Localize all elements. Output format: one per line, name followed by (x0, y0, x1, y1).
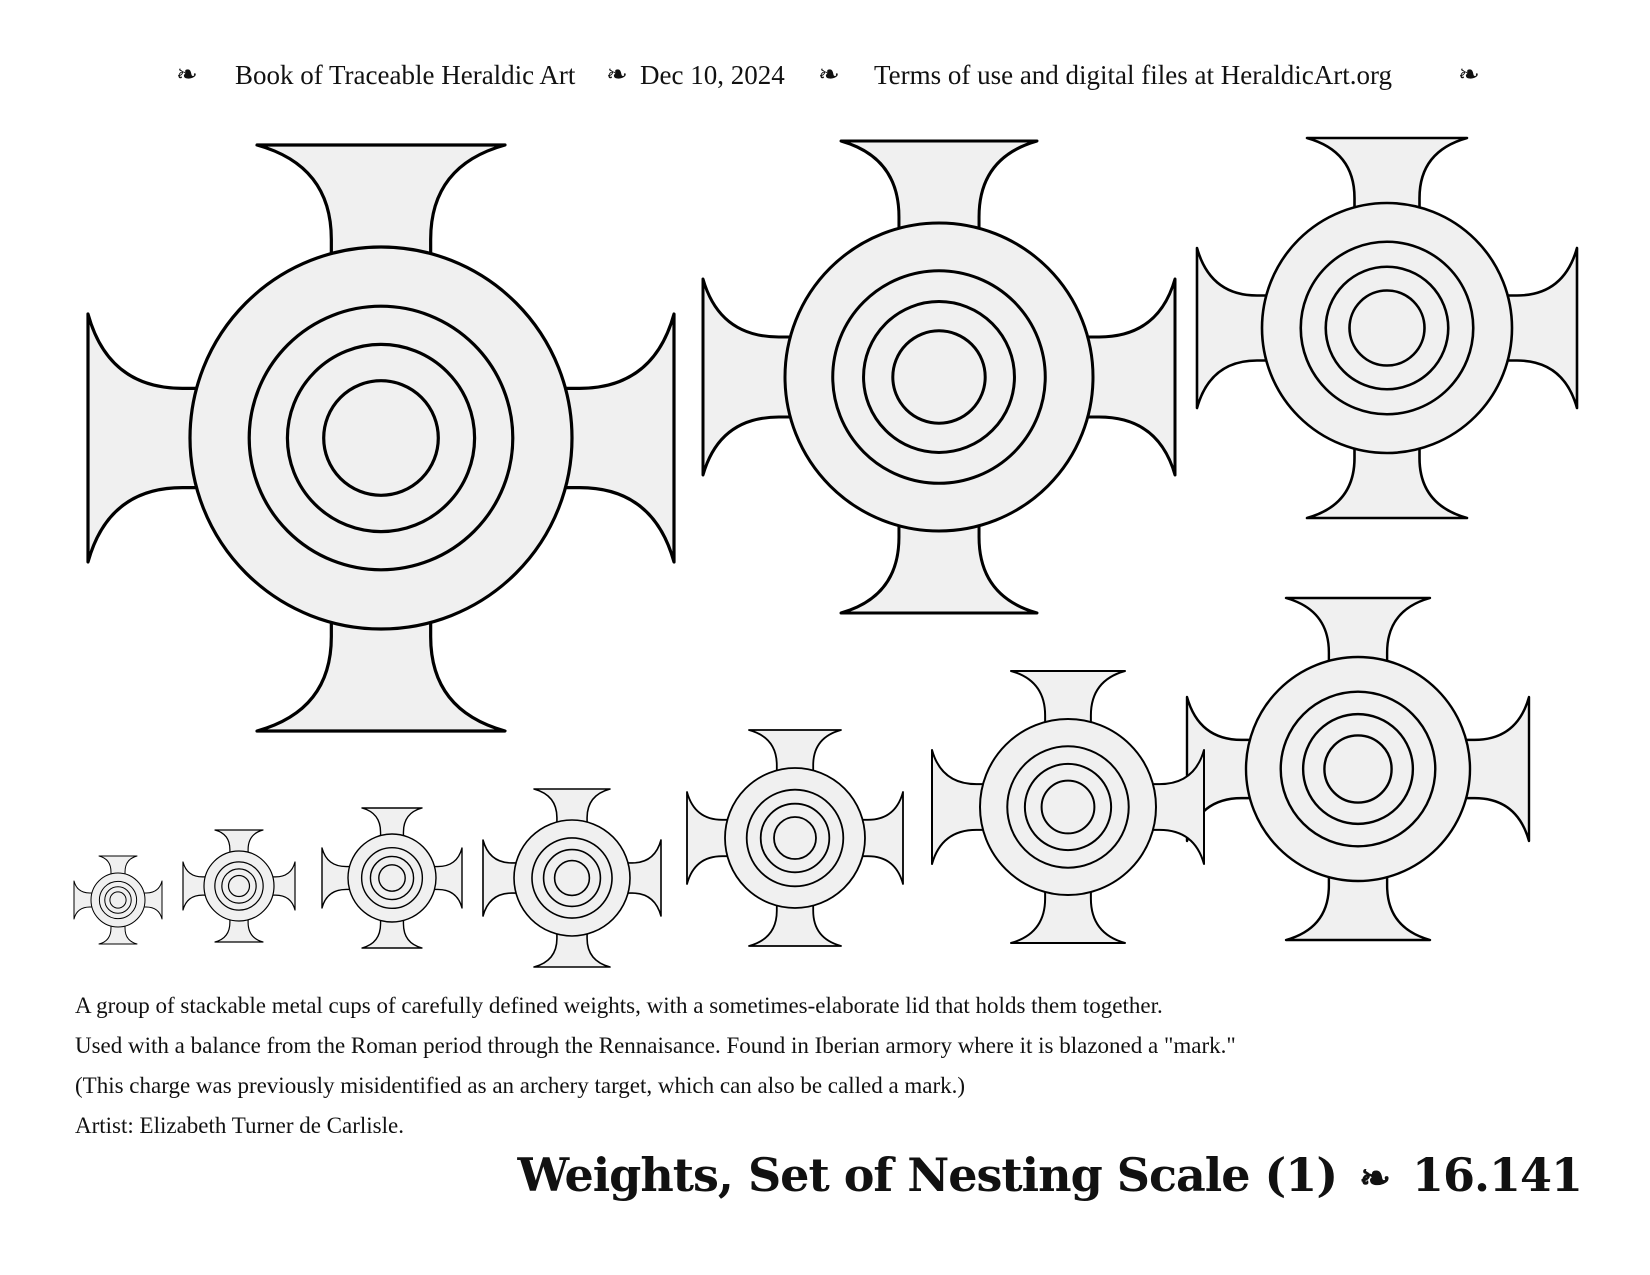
nesting-weight (1187, 598, 1529, 940)
terms-notice: Terms of use and digital files at HeraldicArt.org (874, 60, 1392, 90)
nesting-weight (74, 856, 162, 944)
weight-rim (785, 223, 1093, 531)
artist-credit: Artist: Elizabeth Turner de Carlisle. (75, 1113, 404, 1138)
fleuron-icon: ❧ (818, 60, 840, 89)
nesting-weight (932, 671, 1204, 943)
book-title: Book of Traceable Heraldic Art (235, 60, 576, 90)
date: Dec 10, 2024 (640, 60, 785, 90)
plate-number: 16.141 (1411, 1148, 1582, 1202)
plate-title (518, 1148, 1582, 1202)
fleuron-icon: ❧ (1359, 1155, 1390, 1200)
nesting-weight (183, 830, 295, 942)
nesting-weight (703, 141, 1175, 613)
weight-rim (190, 247, 572, 629)
description-line: Used with a balance from the Roman period through the Rennaisance. Found in Iberian armory where it is blazoned a "mark." (75, 1033, 1236, 1058)
nesting-weight (1197, 138, 1577, 518)
nesting-weight (687, 730, 903, 946)
fleuron-icon: ❧ (176, 60, 198, 89)
nesting-weight (483, 789, 661, 967)
nesting-weight (88, 145, 674, 731)
fleuron-icon: ❧ (606, 60, 628, 89)
description-line: (This charge was previously misidentified as an archery target, which can also be called a mark.) (75, 1073, 966, 1098)
plate-name: Weights, Set of Nesting Scale (1) (517, 1148, 1338, 1202)
description-line: A group of stackable metal cups of carefully defined weights, with a sometimes-elaborate lid that holds them together. (75, 993, 1163, 1018)
description (75, 986, 1525, 1146)
nesting-weight (322, 808, 462, 948)
fleuron-icon: ❧ (1458, 60, 1480, 89)
